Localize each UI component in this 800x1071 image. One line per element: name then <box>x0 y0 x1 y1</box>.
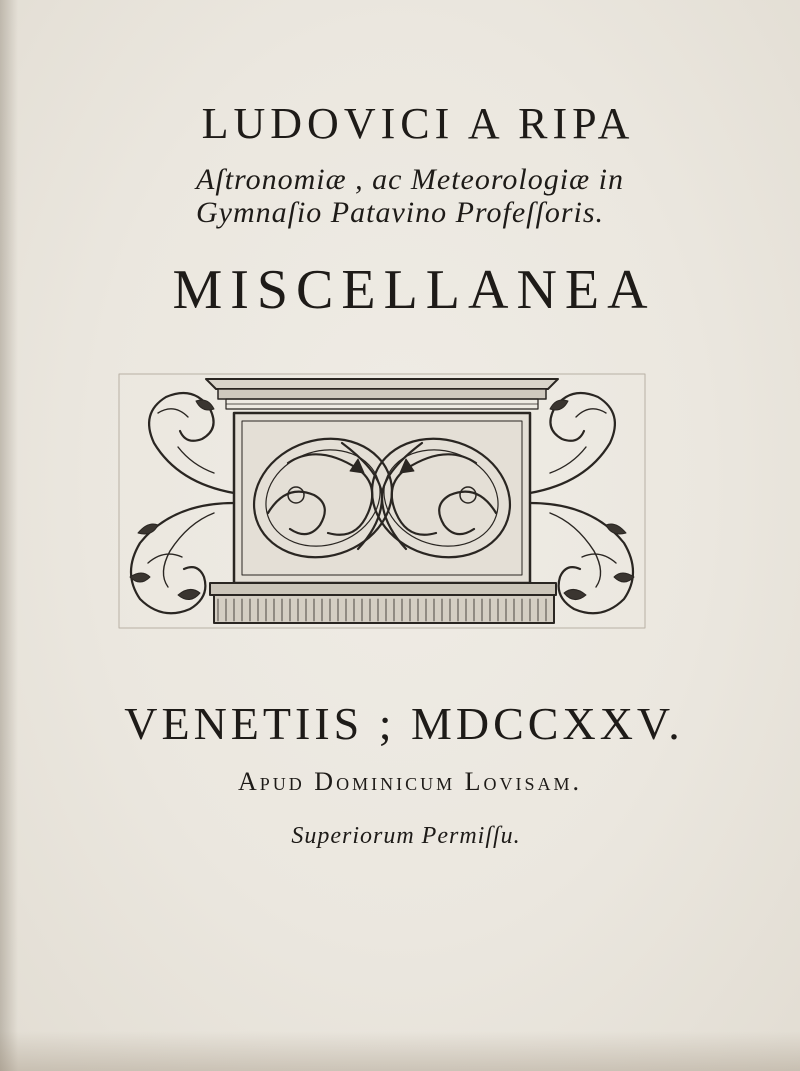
author-title-line-1: Aſtronomiæ , ac Meteorologiæ in <box>196 163 624 196</box>
publisher-line: Apud Dominicum Lovisam. <box>238 767 582 796</box>
page-bottom-shadow <box>0 1031 800 1071</box>
imprint-place-date: VENETIIS ; MDCCXXV. <box>124 698 684 749</box>
author-heading: LUDOVICI A RIPA <box>201 99 635 148</box>
book-title: MISCELLANEA <box>172 259 656 321</box>
permission-line: Superiorum Permiſſu. <box>291 823 521 849</box>
page-edge-shadow <box>0 0 18 1071</box>
author-title-line-2: Gymnaſio Patavino Profeſſoris. <box>195 196 605 229</box>
engraved-scroll-ornament-icon <box>118 373 646 629</box>
